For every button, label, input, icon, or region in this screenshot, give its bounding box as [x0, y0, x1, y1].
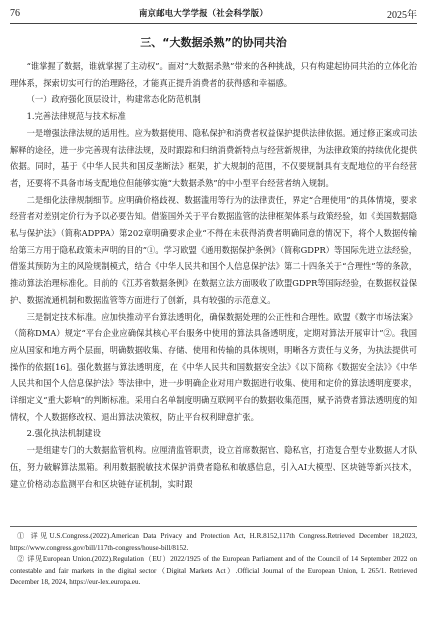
footnote: ① 详见U.S.Congress.(2022).American Data Privacy and Protection Act, H.R.8152,117th Congress.Retrieved December 18,2023, https://www.congress.gov/bill/117th-congress/house-bill/8152. — [10, 532, 417, 552]
footnote-rule — [10, 526, 417, 527]
body-paragraph: 二是细化法律规制细节。应明确价格歧视、数据滥用等行为的法律责任，界定“合理使用”的具体情境，要求经营者对差别定价行为予以必要告知。借鉴国外关于平台数据监管的法律框架体系与政策经验，如《美国数据隐私与保护法》（简称ADPPA）第202章明确要求企业“不得在未获得消费者明确同意的情况下，将个人数据传输给第三方用于隐私政策未声明的目的”①。学习欧盟《通用数据保护条例》（简称GDPR）等国际先进立法经验，借鉴其预防为主的风险规制模式，结合《中华人民共和国个人信息保护法》第二十四条关于“合理性”等的条款，推动算法治理标准化。目前的《江苏省数据条例》在数据立法方面吸收了欧盟GDPR等国际经验，在数据权益保护、数据流通机制和数据监管等方面进行了创新，具有较强的示范意义。 — [10, 194, 417, 305]
footnote: ② 详见European Union.(2022).Regulation（EU）2022/1925 of the European Parliament and of the Council of 14 September 2022 on contestable and fair markets in the digital sector（Digital Markets Act）.Official Journal of the European Union, L 265/1. Retrieved December 18, 2024, https://eur-lex.europa.eu. — [10, 555, 417, 587]
article-body — [10, 34, 417, 492]
page-number: 76 — [10, 7, 20, 19]
subsubsection-heading: 1.完善法律规范与技术标准 — [26, 111, 126, 122]
body-paragraph: 一是组建专门的大数据监管机构。应厘清监管职责，设立首席数据官、隐私官，打造复合型专业数据人才队伍，努力破解算法黑箱。利用数据脱敏技术保护消费者隐私和敏感信息，引入AI大模型、区块链等新兴技术，建立价格动态监测平台和区块链存证机制，实时跟 — [10, 445, 417, 489]
intro-paragraph: “谁掌握了数据，谁就掌握了主动权”。面对“大数据杀熟”带来的各种挑战，只有构建起协同共治的立体化治理体系，探索切实可行的治理路径，才能真正提升消费者的获得感和幸福感。 — [10, 61, 417, 88]
section-title: 三、“大数据杀熟”的协同共治 — [140, 36, 287, 49]
subsubsection-heading: 2.强化执法机制建设 — [26, 428, 101, 439]
journal-title: 南京邮电大学学报（社会科学版） — [139, 8, 268, 18]
footnotes — [10, 526, 417, 589]
body-paragraph: 一是增强法律法规的适用性。应为数据使用、隐私保护和消费者权益保护提供法律依据。通过修正案或司法解释的途径，进一步完善现有法律法规，及时跟踪和归纳消费新特点与经营新规律，为法律政策的持续优化提供依据。同时，基于《中华人民共和国反垄断法》框架，扩大规制的范围，不仅要规制具有支配地位的平台经营者，还要将不具备市场支配地位但能够实施“大数据杀熟”的中小型平台经营者纳入规制。 — [10, 127, 417, 188]
running-header — [10, 4, 417, 22]
body-paragraph: 三是制定技术标准。应加快推动平台算法透明化，确保数据处理的公正性和合理性。欧盟《数字市场法案》（简称DMA）规定“平台企业应确保其核心平台服务中使用的算法具备透明度，定期对算法开展审计”②。我国应从国家和地方两个层面，明确数据收集、存储、使用和传输的具体规则，明晰各方责任与义务，为执法提供可操作的依据[16]。强化数据与算法透明度，在《中华人民共和国数据安全法》《以下简称《数据安全法》》《中华人民共和国个人信息保护法》等法律中，进一步明确企业对用户数据进行收集、使用和定价的算法透明度要求，详细定义“重大影响”的判断标准。采用白名单制度明确互联网平台的数据收集范围，赋予消费者算法透明度的知情权，个人数据修改权、退出算法决策权，防止平台权利肆意扩张。 — [10, 311, 417, 422]
publication-year: 2025年 — [387, 9, 417, 21]
subsection-heading: （一）政府强化顶层设计，构建常态化防范机制 — [26, 94, 201, 105]
header-rule — [10, 23, 417, 24]
